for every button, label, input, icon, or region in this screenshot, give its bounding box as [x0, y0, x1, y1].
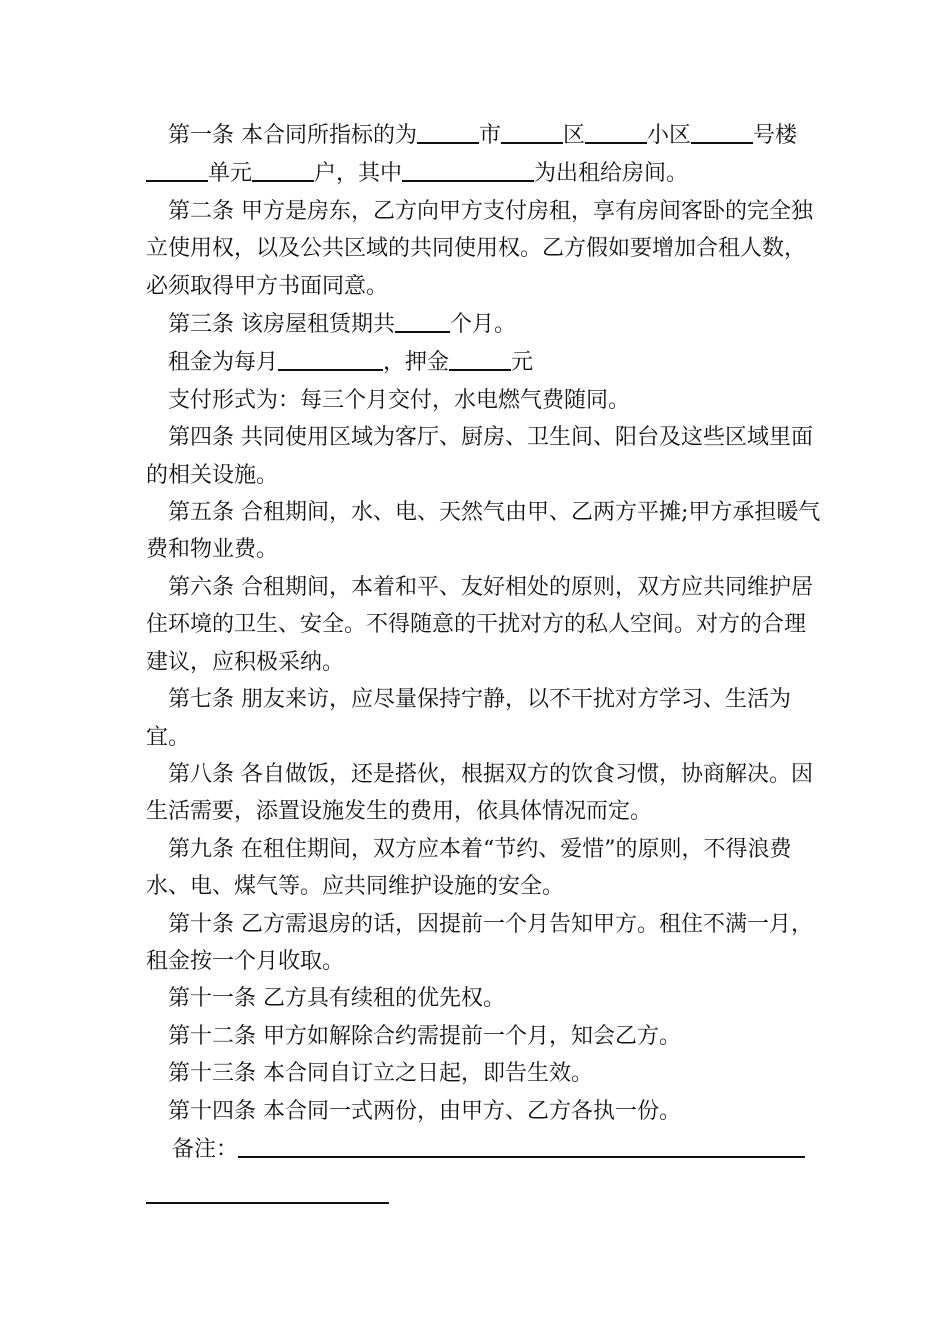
article-12: 第十二条 甲方如解除合约需提前一个月，知会乙方。	[168, 1023, 681, 1049]
community-label: 小区	[647, 123, 692, 148]
article-1	[146, 116, 826, 193]
rent-line	[146, 343, 826, 381]
district-label: 区	[563, 123, 586, 148]
rent-blank	[278, 343, 383, 371]
article-7: 第七条 朋友来访，应尽量保持宁静，以不干扰对方学习、生活为宜。	[146, 687, 791, 750]
article-8: 第八条 各自做饭，还是搭伙，根据双方的饮食习惯，协商解决。因生活需要，添置设施发生的费用，依具体情况而定。	[146, 761, 813, 825]
article-9: 第九条 在租住期间，双方应本着“节约、爱惜”的原则，不得浪费水、电、煤气等。应共同维护设施的安全。	[146, 836, 792, 900]
article-1-text: 第一条 本合同所指标的为	[168, 123, 417, 148]
article-5: 第五条 合租期间，水、电、天然气由甲、乙两方平摊;甲方承担暖气费和物业费。	[146, 500, 821, 563]
article-3-text: 第三条 该房屋租赁期共	[168, 312, 395, 338]
article-10: 第十条 乙方需退房的话，因提前一个月告知甲方。租住不满一月，租金按一个月收取。	[146, 911, 813, 974]
room-label: 为出租给房间。	[534, 161, 689, 187]
article-2: 第二条 甲方是房东，乙方向甲方支付房租，享有房间客卧的完全独立使用权，以及公共区域的共同使用权。乙方假如要增加合租人数，必须取得甲方书面同意。	[146, 198, 813, 299]
city-blank	[417, 116, 479, 144]
household-blank	[252, 154, 314, 182]
notes-blank	[238, 1130, 805, 1158]
district-blank	[501, 116, 563, 144]
city-label: 市	[479, 123, 502, 148]
notes-line	[146, 1130, 826, 1168]
article-6: 第六条 合租期间，本着和平、友好相处的原则，双方应共同维护居住环境的卫生、安全。不得随意的干扰对方的私人空间。对方的合理建议，应积极采纳。	[146, 574, 813, 675]
unit-label: 单元	[208, 161, 253, 187]
notes-label: 备注：	[172, 1136, 239, 1162]
rent-label: 租金为每月	[168, 350, 279, 376]
notes-blank-continued	[146, 1168, 389, 1204]
building-blank	[691, 116, 753, 144]
article-4: 第四条 共同使用区域为客厅、厨房、卫生间、阳台及这些区域里面的相关设施。	[146, 425, 813, 488]
article-14: 第十四条 本合同一式两份，由甲方、乙方各执一份。	[168, 1098, 681, 1124]
unit-blank	[146, 154, 208, 182]
article-3	[146, 305, 826, 343]
community-blank	[585, 116, 647, 144]
deposit-blank	[449, 343, 511, 371]
payment-line: 支付形式为：每三个月交付，水电燃气费随同。	[168, 387, 631, 413]
article-11: 第十一条 乙方具有续租的优先权。	[168, 986, 505, 1012]
deposit-label: ，押金	[383, 350, 450, 376]
room-blank	[402, 154, 534, 182]
household-label: 户，其中	[314, 161, 403, 187]
building-label: 号楼	[753, 123, 798, 148]
article-13: 第十三条 本合同自订立之日起，即告生效。	[168, 1061, 593, 1087]
contract-document	[146, 116, 826, 1204]
lease-term-blank	[395, 305, 450, 333]
lease-term-unit: 个月。	[450, 312, 517, 338]
deposit-unit: 元	[511, 350, 534, 376]
